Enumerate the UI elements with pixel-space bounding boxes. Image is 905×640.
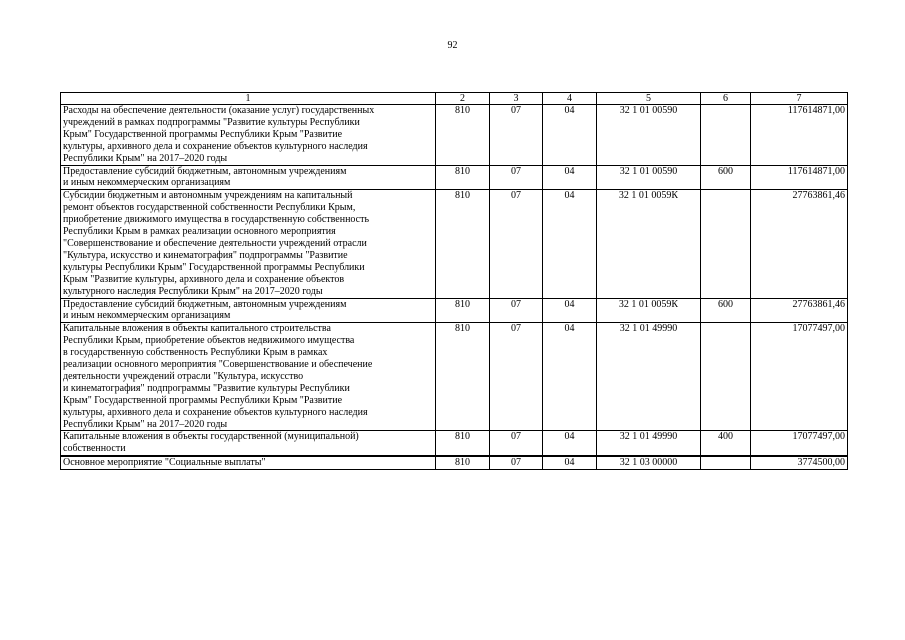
amount: 117614871,00	[751, 105, 848, 166]
header-row	[61, 93, 848, 105]
admin-code: 810	[436, 190, 490, 298]
table-row	[61, 323, 848, 431]
column-header: 6	[701, 93, 751, 105]
column-header: 5	[597, 93, 701, 105]
description-line: Предоставление субсидий бюджетным, автономным учреждениям	[63, 298, 347, 310]
admin-code: 810	[436, 105, 490, 166]
description-line: Крым "Развитие культуры, архивного дела и сохранение объектов	[63, 273, 345, 285]
admin-code: 810	[436, 165, 490, 190]
description-line: Республики Крым, приобретение объектов недвижимого имущества	[63, 335, 355, 347]
description-line: в государственную собственность Республики Крым в рамках	[63, 347, 328, 359]
description-line: приобретение движимого имущества в государственную собственность	[63, 214, 370, 226]
table-row	[61, 190, 848, 298]
subsection-code: 04	[543, 105, 597, 166]
expense-type-code	[701, 190, 751, 298]
expense-type-code: 400	[701, 431, 751, 456]
description-line: Крым" Государственной программы Республики Крым "Развитие	[63, 394, 343, 406]
target-code: 32 1 03 00000	[597, 456, 701, 469]
section-code: 07	[490, 323, 543, 431]
target-code: 32 1 01 00590	[597, 105, 701, 166]
subsection-code: 04	[543, 431, 597, 456]
description-line: культуры, архивного дела и сохранение объектов культурного наследия	[63, 140, 368, 152]
description-line: реализации основного мероприятия "Совершенствование и обеспечение	[63, 359, 373, 371]
table-row	[61, 431, 848, 456]
column-header: 1	[61, 93, 436, 105]
description-line: и иным некоммерческим организациям	[63, 310, 231, 322]
description-line: Субсидии бюджетным и автономным учреждениям на капитальный	[63, 190, 353, 202]
description-line: и иным некоммерческим организациям	[63, 177, 231, 189]
target-code: 32 1 01 0059К	[597, 190, 701, 298]
subsection-code: 04	[543, 323, 597, 431]
description-line: учреждений в рамках подпрограммы "Развитие культуры Республики	[63, 116, 360, 128]
description-line: Расходы на обеспечение деятельности (оказание услуг) государственных	[63, 105, 375, 116]
description-line: ремонт объектов государственной собственности Республики Крым,	[63, 202, 356, 214]
section-code: 07	[490, 298, 543, 323]
column-header: 3	[490, 93, 543, 105]
target-code: 32 1 01 49990	[597, 323, 701, 431]
row-description	[61, 190, 436, 298]
row-description	[61, 456, 436, 469]
amount: 17077497,00	[751, 323, 848, 431]
description-line: собственности	[63, 443, 126, 455]
table-row	[61, 105, 848, 166]
amount: 27763861,46	[751, 190, 848, 298]
row-description	[61, 323, 436, 431]
description-line: Республики Крым" на 2017–2020 годы	[63, 418, 228, 430]
expense-type-code: 600	[701, 165, 751, 190]
section-code: 07	[490, 165, 543, 190]
expense-type-code	[701, 323, 751, 431]
expense-type-code	[701, 456, 751, 469]
description-line: Крым" Государственной программы Республики Крым "Развитие	[63, 128, 343, 140]
row-description	[61, 165, 436, 190]
description-line: Республики Крым" на 2017–2020 годы	[63, 152, 228, 164]
table-body	[61, 93, 848, 470]
description-line: "Совершенствование и обеспечение деятельности учреждений отрасли	[63, 237, 367, 249]
expense-type-code	[701, 105, 751, 166]
target-code: 32 1 01 0059К	[597, 298, 701, 323]
amount: 3774500,00	[751, 456, 848, 469]
admin-code: 810	[436, 298, 490, 323]
column-header: 4	[543, 93, 597, 105]
target-code: 32 1 01 49990	[597, 431, 701, 456]
expense-type-code: 600	[701, 298, 751, 323]
row-description	[61, 298, 436, 323]
section-code: 07	[490, 105, 543, 166]
subsection-code: 04	[543, 165, 597, 190]
admin-code: 810	[436, 456, 490, 469]
description-line: "Культура, искусство и кинематография" подпрограммы "Развитие	[63, 249, 348, 261]
amount: 27763861,46	[751, 298, 848, 323]
description-line: Предоставление субсидий бюджетным, автономным учреждениям	[63, 165, 347, 177]
section-code: 07	[490, 431, 543, 456]
description-line: культуры Республики Крым" Государственной программы Республики	[63, 261, 365, 273]
subsection-code: 04	[543, 456, 597, 469]
row-description	[61, 431, 436, 456]
budget-table	[60, 92, 848, 470]
section-code: 07	[490, 190, 543, 298]
amount: 17077497,00	[751, 431, 848, 456]
description-line: культурного наследия Республики Крым" на 2017–2020 годы	[63, 285, 323, 297]
page-number: 92	[447, 40, 458, 51]
admin-code: 810	[436, 431, 490, 456]
table-row	[61, 456, 848, 469]
description-line: Республики Крым в рамках реализации основного мероприятия	[63, 226, 336, 238]
subsection-code: 04	[543, 190, 597, 298]
description-line: Основное мероприятие "Социальные выплаты"	[63, 457, 266, 469]
section-code: 07	[490, 456, 543, 469]
description-line: и кинематография" подпрограммы "Развитие культуры Республики	[63, 382, 350, 394]
description-line: Капитальные вложения в объекты капитального строительства	[63, 323, 331, 335]
description-line: Капитальные вложения в объекты государственной (муниципальной)	[63, 431, 359, 443]
table-row	[61, 165, 848, 190]
description-line: культуры, архивного дела и сохранение объектов культурного наследия	[63, 406, 368, 418]
amount: 117614871,00	[751, 165, 848, 190]
column-header: 2	[436, 93, 490, 105]
description-line: деятельности учреждений отрасли "Культура, искусство	[63, 370, 304, 382]
row-description	[61, 105, 436, 166]
column-header: 7	[751, 93, 848, 105]
subsection-code: 04	[543, 298, 597, 323]
table-row	[61, 298, 848, 323]
admin-code: 810	[436, 323, 490, 431]
target-code: 32 1 01 00590	[597, 165, 701, 190]
